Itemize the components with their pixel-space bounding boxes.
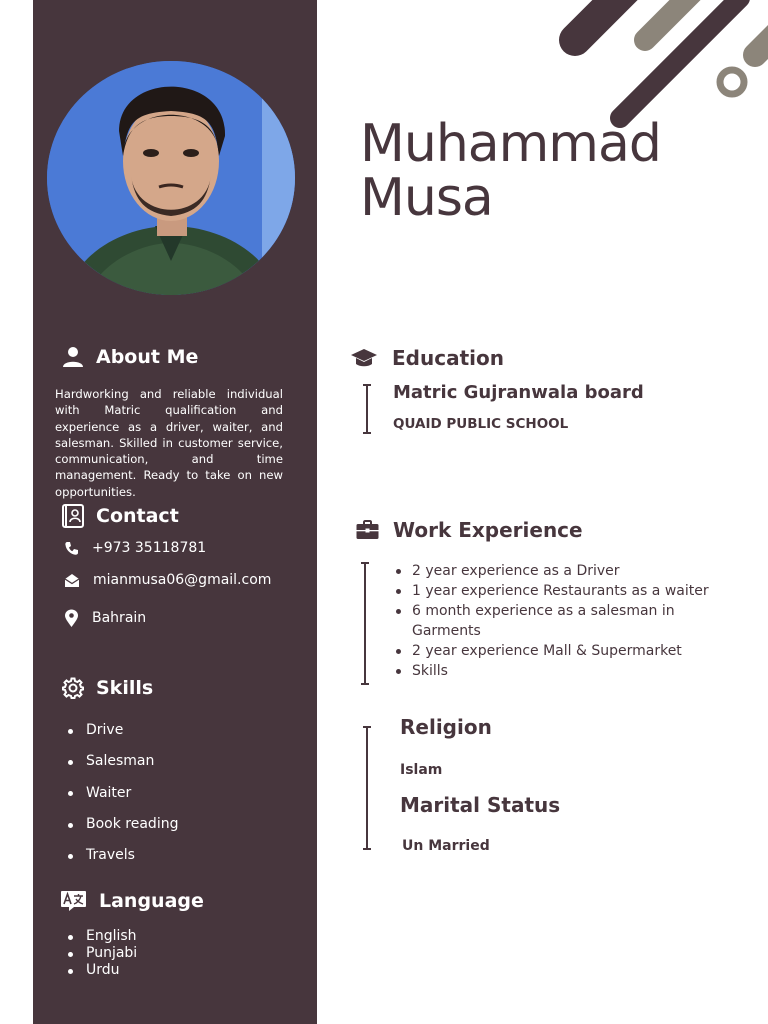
list-item: 6 month experience as a salesman in Garments	[394, 601, 724, 641]
location-pin-icon	[64, 609, 79, 627]
personal-divider	[366, 726, 368, 850]
contact-phone	[64, 540, 206, 556]
briefcase-icon	[356, 520, 379, 540]
education-heading	[350, 346, 504, 370]
contact-book-icon	[62, 504, 84, 528]
mail-icon	[64, 573, 80, 588]
list-item: Waiter	[68, 778, 178, 809]
contact-heading-label: Contact	[96, 505, 179, 527]
phone-icon	[64, 541, 79, 556]
marital-heading: Marital Status	[400, 793, 561, 817]
phone-text[interactable]: +973 35118781	[92, 540, 207, 556]
list-item: Urdu	[68, 962, 137, 979]
list-item: Skills	[394, 661, 724, 681]
list-item: Book reading	[68, 809, 178, 840]
religion-heading: Religion	[400, 715, 492, 739]
language-list	[68, 928, 137, 979]
user-icon	[62, 346, 84, 368]
work-heading-label: Work Experience	[393, 518, 583, 542]
list-item: Travels	[68, 840, 178, 871]
education-heading-label: Education	[392, 346, 504, 370]
list-item: 2 year experience as a Driver	[394, 561, 724, 581]
list-item: Salesman	[68, 746, 178, 777]
graduation-cap-icon	[350, 347, 378, 369]
work-divider	[364, 562, 366, 685]
last-name: Musa	[360, 168, 493, 228]
marital-value: Un Married	[402, 838, 490, 854]
skills-heading	[62, 677, 153, 699]
list-item: 2 year experience Mall & Supermarket	[394, 641, 724, 661]
religion-value: Islam	[400, 762, 443, 778]
page-title	[360, 114, 661, 228]
list-item: English	[68, 928, 137, 945]
skills-heading-label: Skills	[96, 677, 154, 699]
skills-list	[68, 715, 178, 871]
translate-icon	[60, 890, 87, 912]
language-heading-label: Language	[99, 890, 204, 912]
about-heading-label: About Me	[96, 346, 199, 368]
list-item: Punjabi	[68, 945, 137, 962]
language-heading	[60, 890, 204, 912]
contact-email	[64, 572, 271, 588]
contact-heading	[62, 504, 179, 528]
location-text: Bahrain	[92, 610, 147, 626]
list-item: 1 year experience Restaurants as a waiter	[394, 581, 724, 601]
email-text[interactable]: mianmusa06@gmail.com	[93, 572, 272, 588]
work-heading	[356, 518, 583, 542]
work-list	[394, 561, 724, 681]
profile-photo	[47, 61, 295, 295]
education-divider	[366, 384, 368, 434]
contact-location	[64, 609, 146, 627]
about-text: Hardworking and reliable individual with Matric qualification and experience as a driver, waiter, and salesman. Skilled in customer service, communication, and time management. Ready to take on new opportunities.	[55, 387, 283, 499]
gear-icon	[62, 677, 84, 699]
education-degree: Matric Gujranwala board	[393, 382, 644, 403]
list-item: Drive	[68, 715, 178, 746]
first-name: Muhammad	[360, 114, 661, 174]
education-school: QUAID PUBLIC SCHOOL	[393, 416, 569, 432]
about-heading	[62, 346, 198, 368]
